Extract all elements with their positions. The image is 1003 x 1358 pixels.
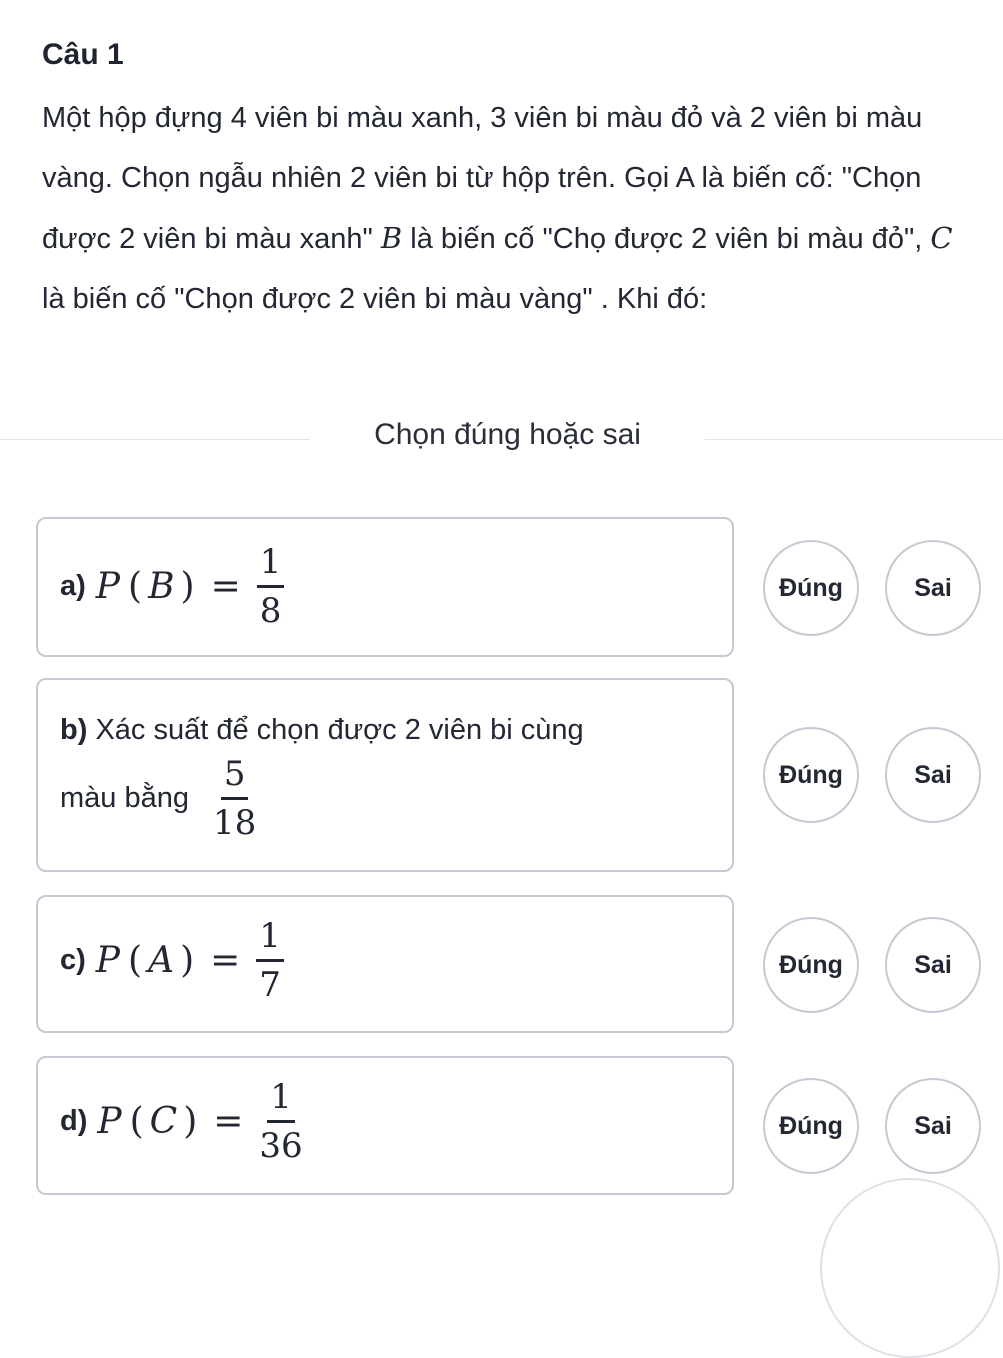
statement-a-true-button[interactable]: Đúng (763, 540, 859, 636)
statement-a-fn: P (95, 566, 121, 607)
statement-a-arg: B (148, 566, 175, 607)
question-text-part3: là biến cố "Chọn được 2 viên bi màu vàng" . Khi đó: (42, 283, 708, 315)
statement-c-equals: = (210, 940, 241, 981)
statement-d-fn: P (97, 1101, 122, 1142)
statement-b-line2 (60, 755, 256, 842)
statement-a-denominator: 8 (259, 591, 282, 631)
statement-a-equals: = (210, 566, 241, 607)
divider-right (705, 439, 1003, 440)
statement-a-letter: a) (60, 570, 86, 602)
statement-b-text-line2: màu bằng (60, 782, 189, 814)
statement-b-denominator: 18 (213, 803, 257, 843)
statement-a-numerator: 1 (257, 543, 285, 588)
statement-a-close-paren: ) (180, 566, 195, 607)
statement-b-false-button[interactable]: Sai (885, 727, 981, 823)
question-text-part2: là biến cố "Chọ được 2 viên bi màu đỏ", (402, 223, 931, 255)
statement-c-content (60, 917, 284, 1004)
statement-a-false-button[interactable]: Sai (885, 540, 981, 636)
statement-c-letter: c) (60, 944, 86, 976)
statement-d-equals: = (213, 1101, 244, 1142)
statement-d-denominator: 36 (259, 1126, 303, 1166)
statement-d-fraction (259, 1078, 302, 1165)
statement-a-card (36, 517, 734, 657)
statement-a-content (60, 543, 284, 630)
question-body (42, 88, 977, 329)
question-text-part1: Một hộp đựng 4 viên bi màu xanh, 3 viên bi màu đỏ và 2 viên bi màu vàng. Chọn ngẫu nhiên 2 viên bi từ hộp trên. Gọi A là biến cố: "Chọn được 2 viên bi màu xanh" (42, 102, 923, 255)
next-element-partial (820, 1178, 1000, 1358)
statement-d-open-paren: ( (129, 1101, 144, 1142)
statement-d-card (36, 1056, 734, 1195)
section-label: Chọn đúng hoặc sai (374, 418, 641, 451)
divider-left (0, 439, 310, 440)
math-var-c: C (930, 221, 953, 255)
statement-a-fraction (257, 543, 285, 630)
statement-c-card (36, 895, 734, 1033)
statement-b-card (36, 678, 734, 872)
statement-d-letter: d) (60, 1105, 88, 1137)
statement-d-close-paren: ) (183, 1101, 198, 1142)
statement-d-arg: C (149, 1101, 178, 1142)
statement-a-open-paren: ( (128, 566, 143, 607)
statement-b-line1 (60, 710, 584, 750)
statement-c-open-paren: ( (128, 940, 143, 981)
statement-c-false-button[interactable]: Sai (885, 917, 981, 1013)
math-var-b: B (380, 221, 403, 255)
statement-d-false-button[interactable]: Sai (885, 1078, 981, 1174)
statement-c-fraction (256, 917, 284, 1004)
statement-c-fn: P (95, 940, 121, 981)
statement-b-letter: b) (60, 714, 88, 746)
statement-d-true-button[interactable]: Đúng (763, 1078, 859, 1174)
statement-c-denominator: 7 (259, 965, 281, 1005)
statement-b-fraction (213, 755, 256, 842)
statement-b-true-button[interactable]: Đúng (763, 727, 859, 823)
statement-c-arg: A (148, 940, 175, 981)
question-title: Câu 1 (42, 38, 124, 71)
statement-d-content (60, 1078, 303, 1165)
statement-c-true-button[interactable]: Đúng (763, 917, 859, 1013)
statement-b-numerator: 5 (221, 755, 249, 800)
statement-b-text-line1: Xác suất để chọn được 2 viên bi cùng (95, 714, 584, 746)
statement-c-close-paren: ) (180, 940, 195, 981)
statement-d-numerator: 1 (267, 1078, 295, 1123)
statement-c-numerator: 1 (256, 917, 284, 962)
